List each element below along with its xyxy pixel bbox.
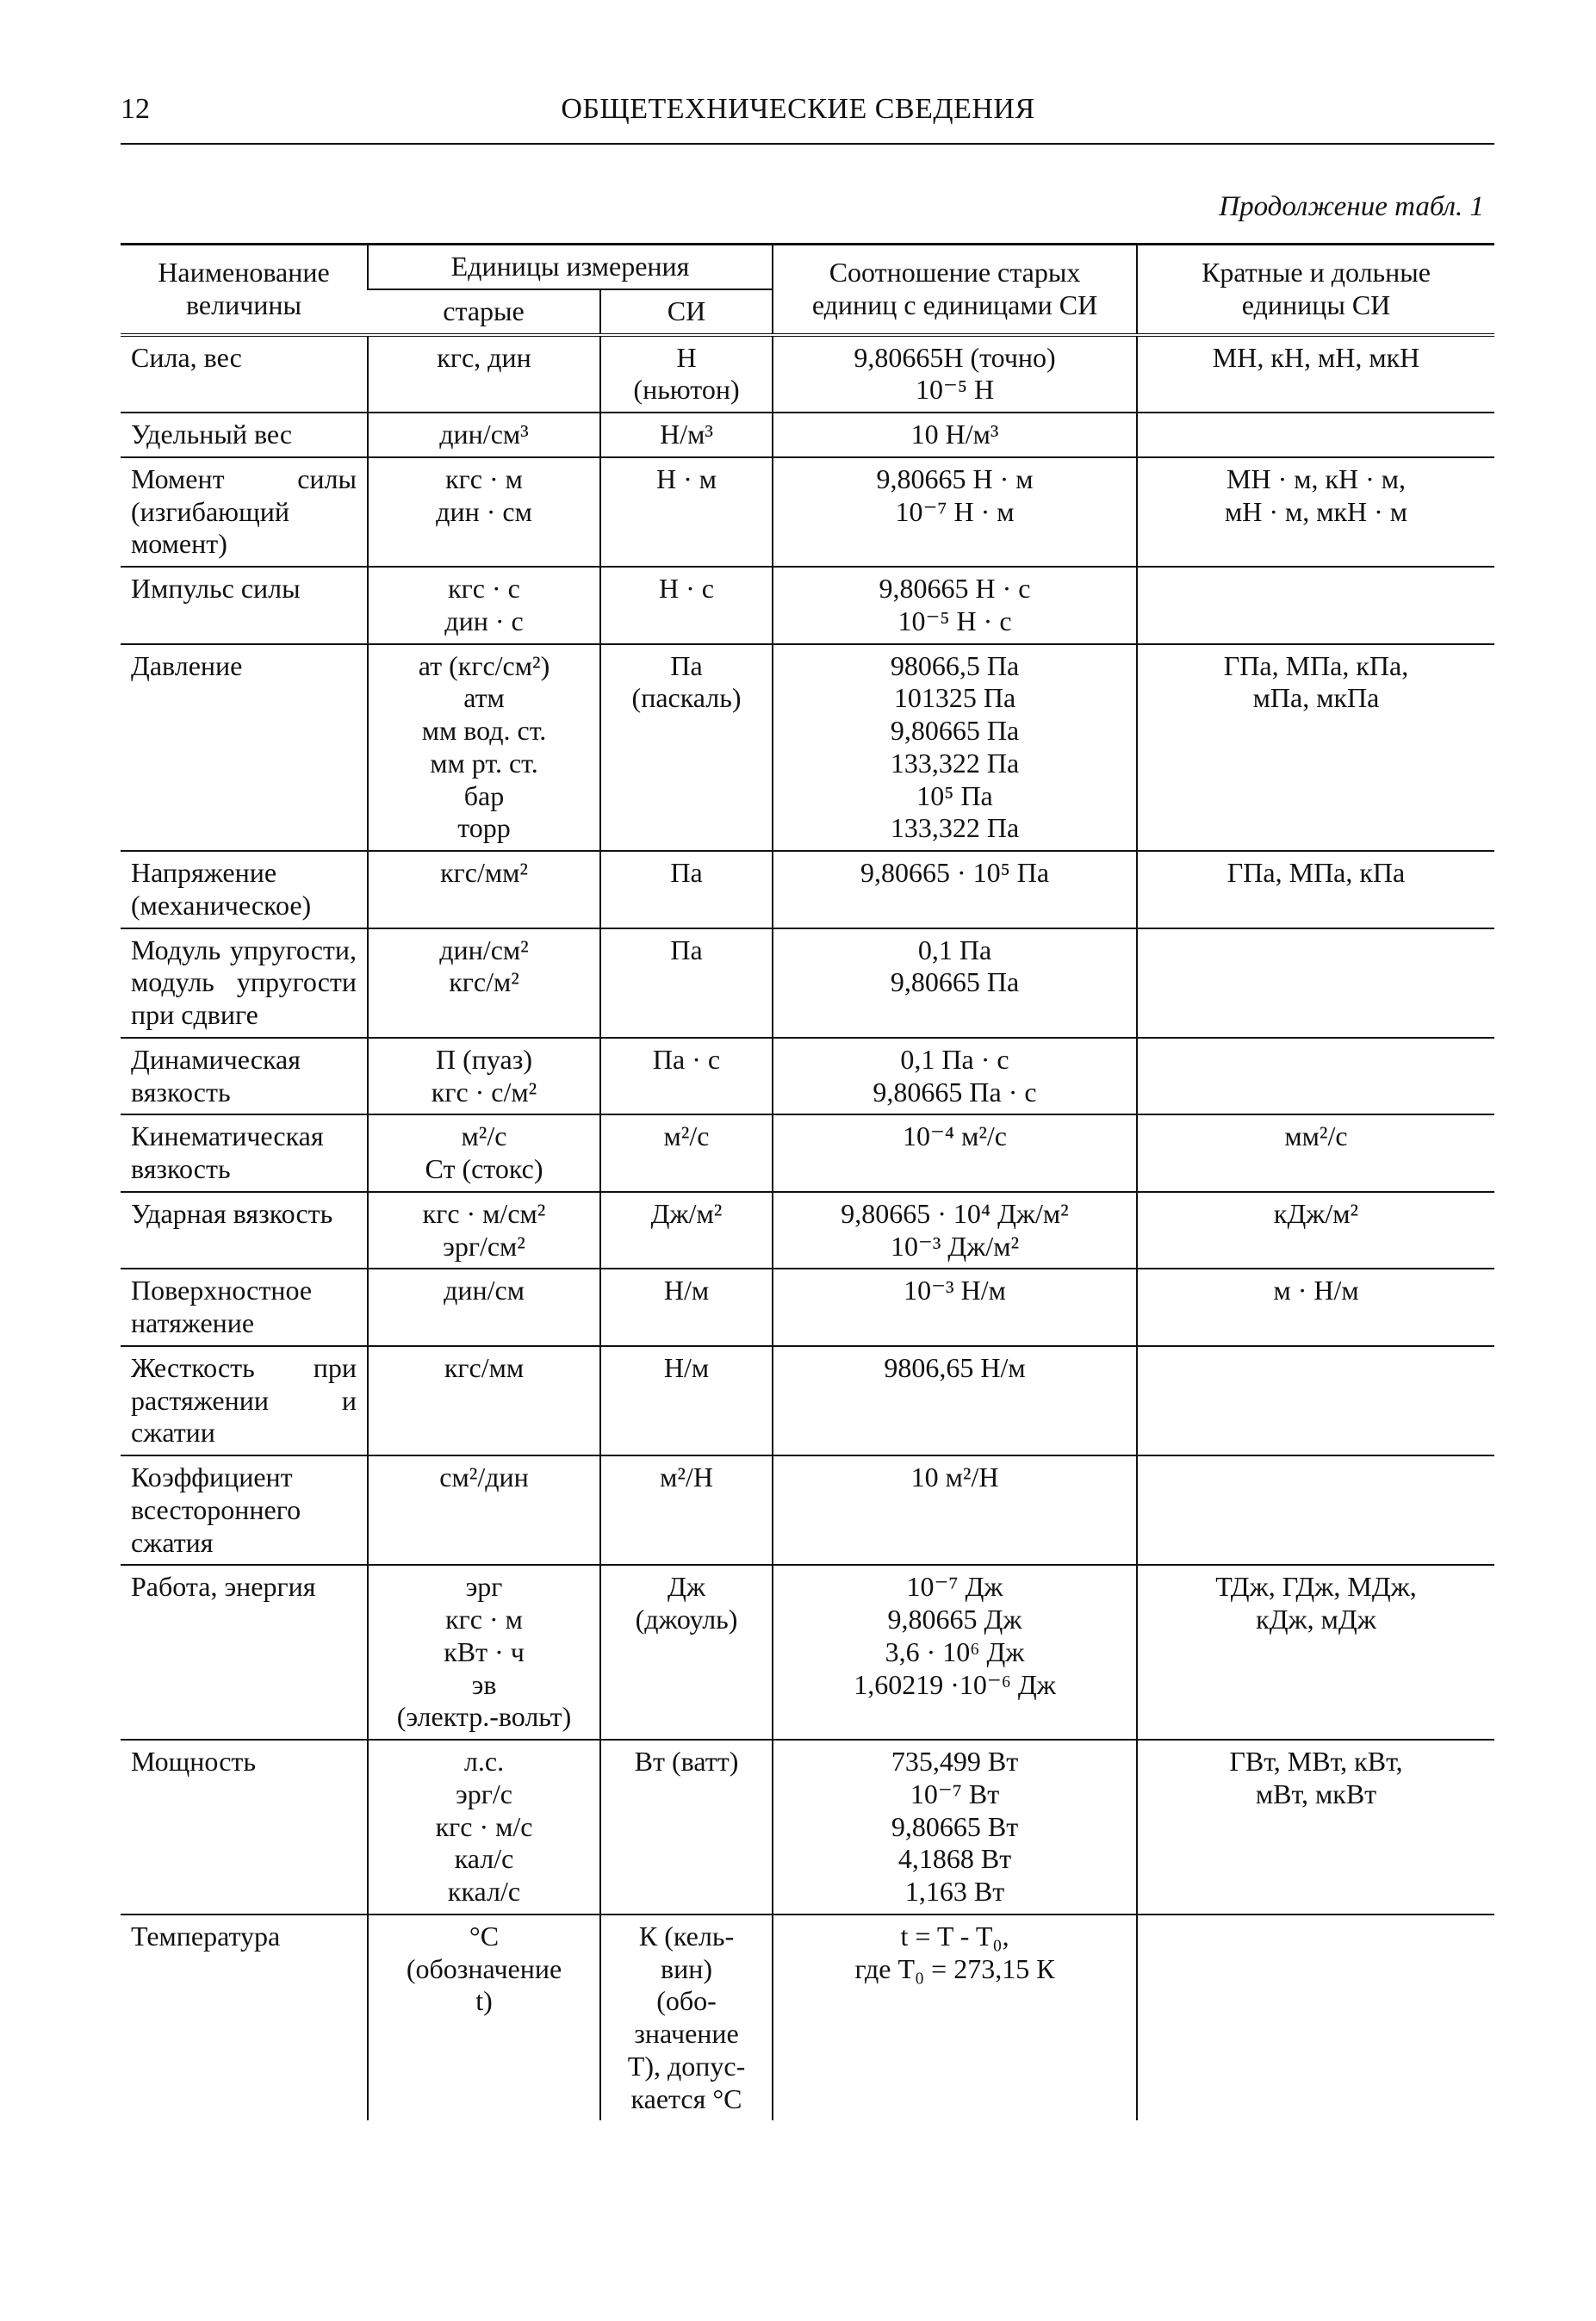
- multiples-cell: [1137, 1038, 1494, 1115]
- ratio-line: 4,1868 Вт: [897, 1843, 1012, 1875]
- old-line: кгс · м: [445, 1604, 523, 1635]
- quantity-name: Сила, вес: [131, 341, 242, 373]
- ratio-line: 9806,65 Н/м: [884, 1351, 1026, 1383]
- multiples-cell: [1137, 1192, 1494, 1269]
- old-units-cell: [368, 413, 600, 457]
- old-line: кгс/м²: [449, 966, 519, 998]
- header-units-group: Единицы измерения: [368, 245, 773, 289]
- si-line: T), допус-: [627, 2050, 746, 2082]
- old-line: (обозначение: [406, 1952, 562, 1984]
- old-units-cell: [368, 1038, 600, 1115]
- ratio-line: 101325 Па: [893, 682, 1016, 714]
- ratio-cell: [773, 928, 1137, 1038]
- table-row: [121, 1915, 1494, 2121]
- si-units-cell: [600, 1346, 773, 1455]
- multiples-line: м · Н/м: [1273, 1275, 1359, 1306]
- ratio-line: 9,80665 · 10⁵ Па: [860, 857, 1050, 888]
- quantity-name: Коэффициент всестороннего сжатия: [131, 1461, 301, 1558]
- old-line: °С: [469, 1920, 500, 1952]
- si-line: Н: [676, 341, 697, 373]
- ratio-line: 9,80665 Вт: [891, 1810, 1019, 1842]
- ratio-line: 9,80665 Па · с: [873, 1076, 1037, 1108]
- table-row: [121, 335, 1494, 413]
- ratio-cell: [773, 1269, 1137, 1346]
- multiples-line: ТДж, ГДж, МДж,: [1215, 1571, 1417, 1603]
- table-row: [121, 928, 1494, 1038]
- quantity-name-cell: [121, 567, 368, 644]
- ratio-line: 9,80665Н (точно): [854, 341, 1056, 373]
- multiples-cell: [1137, 413, 1494, 457]
- quantity-name-cell: [121, 457, 368, 567]
- si-units-cell: [600, 1192, 773, 1269]
- ratio-cell: [773, 413, 1137, 457]
- ratio-line: 133,322 Па: [890, 747, 1020, 779]
- si-units-cell: [600, 1455, 773, 1565]
- si-units-cell: [600, 1114, 773, 1192]
- old-units-cell: [368, 457, 600, 567]
- table-row: [121, 1740, 1494, 1915]
- running-head-title: ОБЩЕТЕХНИЧЕСКИЕ СВЕДЕНИЯ: [561, 93, 1035, 125]
- ratio-line: где T₀ = 273,15 К: [854, 1952, 1055, 1984]
- quantity-name: Модуль упругости, модуль упругости при сдвиге: [131, 934, 357, 1030]
- ratio-line: 10⁻⁵ Н · с: [897, 605, 1012, 636]
- multiples-cell: [1137, 567, 1494, 644]
- multiples-cell: [1137, 1114, 1494, 1192]
- multiples-cell: [1137, 1915, 1494, 2121]
- multiples-line: мПа, мкПа: [1252, 682, 1380, 714]
- multiples-line: МН, кН, мН, мкН: [1212, 341, 1420, 373]
- table-continuation-label: Продолжение табл. 1: [1219, 191, 1484, 222]
- old-line: эрг/см²: [443, 1230, 525, 1262]
- table-row: [121, 1455, 1494, 1565]
- old-line: Ст (стокс): [425, 1153, 543, 1184]
- ratio-line: 1,163 Вт: [904, 1876, 1005, 1907]
- old-units-cell: [368, 1192, 600, 1269]
- quantity-name-cell: [121, 1346, 368, 1455]
- si-line: значение: [634, 2018, 739, 2049]
- ratio-cell: [773, 1192, 1137, 1269]
- old-line: t): [475, 1985, 493, 2017]
- ratio-cell: [773, 567, 1137, 644]
- old-line: кгс · с: [448, 573, 520, 604]
- multiples-cell: [1137, 1269, 1494, 1346]
- si-line: Н · с: [659, 573, 714, 604]
- si-line: Па: [670, 649, 703, 681]
- old-units-cell: [368, 1740, 600, 1915]
- header-si-units: СИ: [600, 289, 773, 335]
- multiples-cell: [1137, 335, 1494, 413]
- table-row: [121, 1192, 1494, 1269]
- ratio-line: 10 Н/м³: [910, 419, 999, 450]
- old-line: дин/см²: [439, 934, 529, 965]
- old-units-cell: [368, 644, 600, 852]
- quantity-name-cell: [121, 928, 368, 1038]
- si-units-cell: [600, 457, 773, 567]
- ratio-line: 10⁻⁷ Н · м: [895, 495, 1015, 527]
- multiples-line: ГПа, МПа, кПа: [1226, 857, 1406, 888]
- old-line: мм вод. ст.: [421, 715, 547, 746]
- ratio-cell: [773, 1346, 1137, 1455]
- si-line: (паскаль): [631, 682, 742, 714]
- ratio-line: 10 м²/Н: [910, 1461, 999, 1493]
- old-line: дин · см: [436, 495, 532, 527]
- ratio-line: 9,80665 Н · с: [879, 573, 1031, 604]
- multiples-line: мВт, мкВт: [1255, 1778, 1377, 1809]
- old-units-cell: [368, 1114, 600, 1192]
- table-row: [121, 644, 1494, 852]
- quantity-name: Давление: [131, 649, 243, 681]
- ratio-line: 10⁻⁷ Вт: [910, 1778, 1000, 1809]
- quantity-name: Момент силы (изгибающий момент): [131, 462, 357, 560]
- quantity-name-cell: [121, 1114, 368, 1192]
- quantity-name-cell: [121, 1269, 368, 1346]
- ratio-line: 9,80665 · 10⁴ Дж/м²: [841, 1197, 1069, 1229]
- quantity-name: Кинематическая вязкость: [131, 1120, 324, 1184]
- ratio-line: 133,322 Па: [890, 812, 1020, 844]
- ratio-cell: [773, 1565, 1137, 1740]
- old-units-cell: [368, 567, 600, 644]
- ratio-cell: [773, 1114, 1137, 1192]
- old-units-cell: [368, 335, 600, 413]
- ratio-cell: [773, 1038, 1137, 1115]
- si-units-cell: [600, 928, 773, 1038]
- table-body: [121, 335, 1494, 2121]
- si-line: Дж/м²: [650, 1197, 723, 1229]
- old-line: дин/см: [444, 1275, 525, 1306]
- multiples-cell: [1137, 1346, 1494, 1455]
- ratio-line: 10⁻³ Дж/м²: [890, 1230, 1020, 1262]
- table-row: [121, 1114, 1494, 1192]
- table-row: [121, 567, 1494, 644]
- ratio-line: 10⁵ Па: [916, 779, 993, 811]
- si-line: Па: [670, 934, 703, 965]
- ratio-line: 9,80665 Па: [890, 966, 1020, 998]
- old-line: кгс · м: [445, 462, 523, 494]
- table-row: [121, 413, 1494, 457]
- ratio-line: 9,80665 Дж: [887, 1604, 1022, 1635]
- quantity-name: Температура: [131, 1920, 281, 1952]
- old-units-cell: [368, 1346, 600, 1455]
- ratio-line: 3,6 · 10⁶ Дж: [885, 1635, 1025, 1667]
- old-line: кгс · с/м²: [431, 1076, 537, 1108]
- quantity-name: Ударная вязкость: [131, 1197, 333, 1229]
- old-line: мм рт. ст.: [430, 747, 538, 779]
- page-number: 12: [121, 93, 150, 125]
- quantity-name-cell: [121, 413, 368, 457]
- si-line: Н · м: [656, 462, 717, 494]
- si-line: (ньютон): [633, 374, 740, 406]
- quantity-name-cell: [121, 1455, 368, 1565]
- multiples-cell: [1137, 928, 1494, 1038]
- ratio-line: 98066,5 Па: [890, 649, 1020, 681]
- old-line: кал/с: [454, 1843, 514, 1875]
- old-line: кгс · м/с: [435, 1810, 533, 1842]
- quantity-name-cell: [121, 644, 368, 852]
- si-units-cell: [600, 1038, 773, 1115]
- table-row: [121, 1565, 1494, 1740]
- ratio-line: 10⁻⁴ м²/с: [903, 1120, 1007, 1152]
- old-line: кгс, дин: [437, 341, 531, 373]
- ratio-line: 10⁻⁵ Н: [915, 374, 995, 406]
- si-units-cell: [600, 335, 773, 413]
- table-row: [121, 457, 1494, 567]
- header-rule: [121, 143, 1494, 145]
- multiples-line: МН · м, кН · м,: [1226, 462, 1407, 494]
- ratio-cell: [773, 644, 1137, 852]
- old-line: кВт · ч: [444, 1635, 525, 1667]
- ratio-line: 10⁻⁷ Дж: [906, 1571, 1003, 1603]
- old-line: атм: [463, 682, 505, 714]
- quantity-name-cell: [121, 1740, 368, 1915]
- si-line: Вт (ватт): [634, 1746, 739, 1777]
- old-line: (электр.-вольт): [396, 1701, 572, 1733]
- quantity-name-cell: [121, 1565, 368, 1740]
- quantity-name: Импульс силы: [131, 573, 301, 604]
- si-units-cell: [600, 851, 773, 928]
- si-line: вин): [661, 1952, 713, 1984]
- old-line: эрг/с: [456, 1778, 512, 1809]
- multiples-cell: [1137, 851, 1494, 928]
- ratio-line: 10⁻³ Н/м: [904, 1275, 1006, 1306]
- si-line: кается °С: [630, 2082, 742, 2114]
- header-quantity-name: Наименование величины: [121, 245, 368, 335]
- ratio-cell: [773, 851, 1137, 928]
- si-units-cell: [600, 567, 773, 644]
- old-line: дин/см³: [439, 419, 529, 450]
- quantity-name: Работа, энергия: [131, 1571, 316, 1603]
- old-units-cell: [368, 928, 600, 1038]
- old-line: ат (кгс/см²): [418, 649, 550, 681]
- si-units-cell: [600, 413, 773, 457]
- header-multiples: Кратные и дольные единицы СИ: [1137, 245, 1494, 335]
- ratio-line: 9,80665 Па: [890, 715, 1020, 746]
- quantity-name: Напряжение (механическое): [131, 857, 312, 921]
- ratio-line: 0,1 Па · с: [900, 1043, 1009, 1075]
- quantity-name: Жесткость при растяжении и сжатии: [131, 1351, 357, 1449]
- multiples-cell: [1137, 1565, 1494, 1740]
- old-line: кгс · м/см²: [422, 1197, 546, 1229]
- quantity-name: Мощность: [131, 1746, 256, 1777]
- ratio-cell: [773, 1740, 1137, 1915]
- ratio-cell: [773, 457, 1137, 567]
- quantity-name: Удельный вес: [131, 419, 293, 450]
- si-line: м²/Н: [660, 1461, 713, 1493]
- old-line: дин · с: [444, 605, 524, 636]
- ratio-line: 0,1 Па: [917, 934, 992, 965]
- multiples-line: мН · м, мкН · м: [1224, 495, 1408, 527]
- old-line: м²/с: [461, 1120, 507, 1152]
- si-line: м²/с: [663, 1120, 710, 1152]
- old-units-cell: [368, 1915, 600, 2121]
- old-line: бар: [463, 779, 505, 811]
- old-units-cell: [368, 1565, 600, 1740]
- quantity-name-cell: [121, 1915, 368, 2121]
- multiples-cell: [1137, 1740, 1494, 1915]
- si-line: Па: [670, 857, 703, 888]
- si-units-cell: [600, 1565, 773, 1740]
- si-units-cell: [600, 1740, 773, 1915]
- si-line: Н/м: [663, 1275, 710, 1306]
- old-line: л.с.: [463, 1746, 505, 1777]
- old-line: эрг: [465, 1571, 503, 1603]
- si-line: Н/м³: [660, 419, 713, 450]
- ratio-cell: [773, 1915, 1137, 2121]
- multiples-cell: [1137, 457, 1494, 567]
- units-table: [121, 243, 1494, 2120]
- old-units-cell: [368, 851, 600, 928]
- old-line: см²/дин: [439, 1461, 529, 1493]
- ratio-cell: [773, 1455, 1137, 1565]
- ratio-line: 735,499 Вт: [891, 1746, 1019, 1777]
- header-old-units: старые: [368, 289, 600, 335]
- multiples-cell: [1137, 644, 1494, 852]
- quantity-name-cell: [121, 1192, 368, 1269]
- old-line: кгс/мм²: [440, 857, 528, 888]
- table-row: [121, 1038, 1494, 1115]
- si-line: Н/м: [663, 1351, 710, 1383]
- si-line: (обо-: [656, 1985, 717, 2017]
- multiples-line: ГПа, МПа, кПа,: [1223, 649, 1409, 681]
- quantity-name: Поверхностное натяжение: [131, 1275, 313, 1338]
- multiples-line: ГВт, МВт, кВт,: [1229, 1746, 1403, 1777]
- old-line: ккал/с: [447, 1876, 521, 1907]
- ratio-line: t = T - T₀,: [900, 1920, 1009, 1952]
- ratio-cell: [773, 335, 1137, 413]
- old-units-cell: [368, 1455, 600, 1565]
- old-line: эв: [471, 1668, 497, 1700]
- quantity-name-cell: [121, 851, 368, 928]
- quantity-name-cell: [121, 335, 368, 413]
- table-row: [121, 1269, 1494, 1346]
- old-units-cell: [368, 1269, 600, 1346]
- multiples-line: кДж/м²: [1273, 1197, 1359, 1229]
- old-line: П (пуаз): [436, 1043, 532, 1075]
- si-line: К (кель-: [638, 1920, 735, 1952]
- multiples-line: кДж, мДж: [1256, 1604, 1376, 1635]
- quantity-name-cell: [121, 1038, 368, 1115]
- old-line: кгс/мм: [444, 1351, 525, 1383]
- old-line: торр: [457, 812, 511, 844]
- header-ratio: Соотношение старых единиц с единицами СИ: [773, 245, 1137, 335]
- si-line: (джоуль): [635, 1604, 738, 1635]
- si-units-cell: [600, 1915, 773, 2121]
- si-units-cell: [600, 644, 773, 852]
- ratio-line: 9,80665 Н · м: [876, 462, 1034, 494]
- quantity-name: Динамическая вязкость: [131, 1043, 301, 1108]
- multiples-cell: [1137, 1455, 1494, 1565]
- si-line: Дж: [668, 1571, 705, 1603]
- table-row: [121, 851, 1494, 928]
- multiples-line: мм²/с: [1284, 1120, 1348, 1152]
- ratio-line: 1,60219 ·10⁻⁶ Дж: [854, 1668, 1056, 1700]
- table-row: [121, 1346, 1494, 1455]
- si-units-cell: [600, 1269, 773, 1346]
- si-line: Па · с: [652, 1043, 721, 1075]
